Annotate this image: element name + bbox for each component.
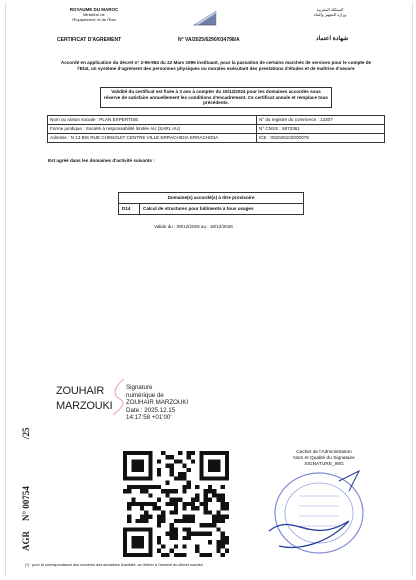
table-row: [48, 116, 385, 125]
table-cell: [256, 134, 384, 143]
registration-side-text: [16, 423, 36, 553]
addr-label: Adresse :: [50, 135, 70, 140]
side-number: N° 00754: [21, 486, 31, 521]
ice-label: ICE :: [258, 135, 270, 140]
stamp-text: [274, 450, 374, 468]
table-cell: [48, 125, 257, 134]
table-cell: [256, 125, 384, 134]
ice-value: 002045102000078: [270, 135, 309, 140]
signature-line: 14:17:58 +01'00': [126, 414, 172, 422]
rc-label: N° du registre du commerce :: [258, 117, 319, 122]
signature-line: Date : 2025.12.15: [126, 406, 176, 414]
table-row: [119, 204, 304, 215]
form-value: Société à responsabilité limitée AU (SARL AU): [85, 126, 181, 131]
side-suffix: /25: [21, 427, 31, 439]
header-right-line: وزارة التجهيز والماء: [313, 12, 347, 17]
name-label: Nom ou raison sociale :: [50, 117, 99, 122]
domains-table: [118, 192, 304, 215]
domains-header: Domaine(s) accordé(s) à titre provisoire: [119, 193, 304, 204]
signature-line: numérique de: [126, 391, 164, 399]
header-right: [284, 7, 376, 17]
domain-label: Calcul de structures pour bâtiments à tous usages: [140, 204, 304, 215]
name-value: PLAN EXPERTISE: [99, 117, 139, 122]
header-left: [44, 7, 144, 22]
table-row: [119, 193, 304, 204]
digital-signature-text: [126, 384, 188, 422]
table-cell: [256, 116, 384, 125]
header-left-line: ROYAUME DU MAROC: [69, 7, 119, 12]
table-row: [48, 134, 385, 143]
cnss-value: 5873361: [281, 126, 300, 131]
signature-line: Signature: [126, 384, 153, 391]
rc-value: 12307: [320, 117, 333, 122]
certificate-number: N° VA/2025/6290/034798/A: [178, 37, 240, 43]
valid-range: Valide du : 09/12/2025 au : 18/12/2026: [154, 224, 233, 229]
domain-code: D14: [119, 204, 140, 215]
footnote: (*) : pour la correspondance des numéros des domaines d'activité, se référer à l'annexe du décret susvisé.: [25, 563, 204, 567]
agree-text: Est agréé dans les domaines d'activité suivants :: [48, 158, 155, 163]
header-left-line: Ministère de: [83, 12, 105, 17]
signer-name-line: MARZOUKI: [56, 400, 113, 412]
signer-name: [56, 384, 112, 414]
certificate-page: [5, 3, 413, 576]
certificate-title-ar: شهادة اعتماد: [316, 36, 349, 42]
header-left-line: l'Equipement, et de l'Eau: [72, 17, 116, 22]
table-cell: [48, 134, 257, 143]
company-info-table: [47, 115, 385, 143]
ministry-logo-icon: [192, 7, 218, 27]
validity-box: Validité du certificat est fixée à 3 ans à compter du 19/12/2024 pour les domaines accordés sous réserve de satisfaire annuellement les conditions d'encadrement. Ce certificat annule et remplace tous précédents.: [100, 87, 332, 108]
table-row: [48, 125, 385, 134]
side-prefix: AGR: [21, 531, 31, 551]
header-right-line: المملكة المغربية: [316, 7, 344, 12]
stamp-line: Nom et Qualité du Signataire: [293, 456, 355, 461]
table-cell: [48, 116, 257, 125]
addr-value: N 13 BIS RUE CHENGUIT CENTRE VILLE ERRACHIDIA ERRACHIDIA: [70, 135, 219, 140]
form-label: Forme juridique :: [50, 126, 85, 131]
cnss-label: N° CNSS :: [258, 126, 281, 131]
stamp-line: SIGNATURE_IMG: [304, 462, 344, 467]
stamp-line: Cachet de l'Administration: [296, 450, 352, 455]
certificate-title: CERTIFICAT D'AGREMENT: [57, 37, 122, 43]
signer-name-line: ZOUHAIR: [56, 385, 105, 397]
qr-code-icon: [123, 451, 229, 557]
signature-line: ZOUHAIR MARZOUKI: [126, 399, 189, 407]
intro-text: Accordé en application du décret n° 2-96-984 du 22 Mars 1999 instituant, pour la passation de certains marchés de services pour le compte de l'Etat, un système d'agrément des personnes physiques ou morales exécutant des prestations d'études et de maîtrise d'oeuvre: [60, 60, 372, 72]
